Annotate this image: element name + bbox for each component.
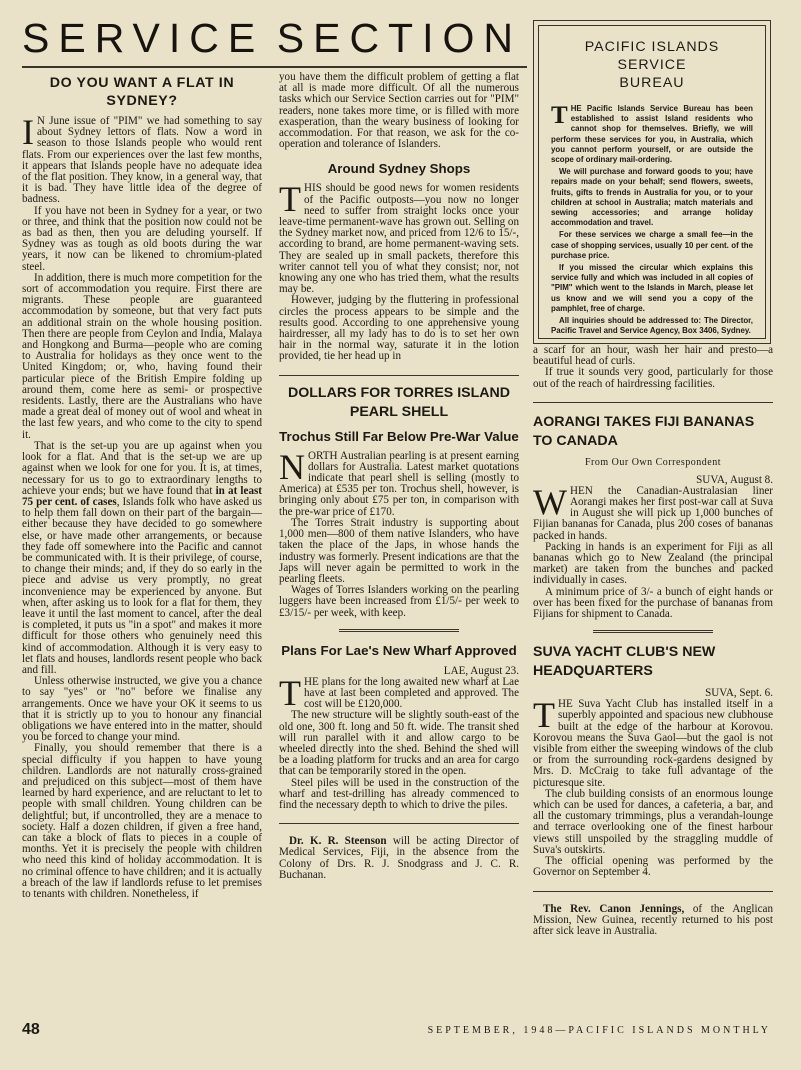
page-number: 48 [22, 1021, 40, 1038]
bureau-box [533, 20, 771, 344]
paragraph-text: HE Suva Yacht Club has installed itself in a superbly appointed and spacious new clubhouse built at the edge of the harbour at Korovou. Korovou means the Suva Gaol—but the gaol is not visible from either the sweeping windows of the club or from the surrounding rock-gardens designed by Mrs. D. McCraig to take full advantage of the picturesque site. [533, 698, 773, 789]
article-shops-continued [533, 345, 773, 390]
article-shops-body [279, 179, 519, 363]
column-1 [22, 72, 262, 900]
bureau-text [551, 104, 753, 336]
note-jennings [533, 904, 773, 938]
article-flat-continued [279, 72, 519, 150]
paragraph [279, 836, 519, 881]
subhead-torres: Trochus Still Far Below Pre-War Value [279, 428, 519, 444]
section-masthead [22, 12, 522, 64]
drop-cap: T [279, 672, 301, 713]
bureau-paragraph: All inquiries should be addressed to: The Director, Pacific Travel and Service Agency, Box 3406, Sydney. [551, 316, 753, 336]
paragraph [279, 179, 519, 296]
paragraph: The club building consists of an enormous lounge which can be used for dances, a cafeteria, a bar, and all the customary trimmings, plus a verandah-lounge and terrace overlooking one of the finest harbour views still unspoiled by the straggling muddle of Suva's outskirts. [533, 787, 773, 856]
section-divider [279, 823, 519, 824]
paragraph: Wages of Torres Islanders working on the pearling luggers have been increased from £1/5/- per week to £3/15/- per week, with keep. [279, 584, 519, 619]
section-divider [533, 402, 773, 403]
paragraph [22, 112, 262, 206]
masthead-rule [22, 66, 527, 68]
paragraph [279, 446, 519, 518]
paragraph [533, 481, 773, 542]
article-torres-body [279, 446, 519, 619]
headline-yacht: SUVA YACHT CLUB'S NEW HEADQUARTERS [533, 644, 716, 680]
person-name: The Rev. Canon Jennings, [543, 902, 685, 915]
paragraph [533, 904, 773, 938]
paragraph: Packing in hands is an experiment for Fiji as all bananas which go to New Zealand (the principal market) are taken from the bunches and packed individually in cases. [533, 540, 773, 587]
bureau-paragraph: If you missed the circular which explains this service fully and which was included in all copies of "PIM" which went to the Islands in March, please let us know and we will send you a copy of the pamphlet, free of charge. [551, 263, 753, 313]
section-divider [533, 891, 773, 892]
drop-cap: T [279, 179, 301, 220]
masthead-word-service: SERVICE [22, 14, 265, 61]
paragraph: The official opening was performed by the Governor on September 4. [533, 855, 773, 879]
paragraph-text: of the Anglican Mission, New Guinea, recently returned to his post after sick leave in Australia. [533, 902, 773, 937]
separator [339, 629, 459, 632]
headline-torres: DOLLARS FOR TORRES ISLAND PEARL SHELL [287, 384, 510, 420]
bureau-paragraph-text: HE Pacific Islands Service Bureau has been established to assist Island residents who cannot shop for themselves. Briefly, we will perform these services for you, in Australia, which you cannot perform yourself, or are outside the scope of ordinary mail-ordering. [551, 104, 753, 165]
paragraph [22, 441, 262, 676]
article-yacht-body [533, 695, 773, 879]
paragraph: If you have not been in Sydney for a year, or two or three, and think that the position now could not be as bad as then, then you are deluding yourself. If Sydney was as tough as old boots during the war years, it now can be likened to chromium-plated steel. [22, 204, 262, 273]
bureau-title-line1: PACIFIC ISLANDS SERVICE [584, 39, 720, 73]
column-3 [533, 345, 773, 937]
column-2 [279, 72, 519, 881]
paragraph: In addition, there is much more competition for the sort of accommodation you require. First there are migrants. These people are guaranteed accommodation by someone, but that very fact puts an additional strain on the whole housing position. Then there are people from Ceylon and India, Malaya and Hongkong and Burma—people who are coming to Australia for holidays as they once went to the United Kingdom; or, who, having found their particular piece of the British Empire folding up around them, come here as semi- or prospective residents. Lastly, there are the Australians who have made a great deal of money out of wool and wheat in the last few years, and who come to the city to spend it. [22, 271, 262, 441]
bureau-title-line2: BUREAU [619, 75, 685, 91]
dateline-aorangi: SUVA, August 8. [696, 473, 773, 486]
masthead-word-section: SECTION [276, 14, 522, 61]
paragraph-text: will be acting Director of Medical Services, Fiji, in the absence from the Colony of Drs. R. J. Snodgrass and J. C. R. Buchanan. [279, 835, 519, 881]
paragraph [279, 672, 519, 713]
section-divider [279, 375, 519, 376]
drop-cap: I [22, 112, 34, 152]
paragraph: The Torres Strait industry is supporting about 1,000 men—800 of them native Islanders, who have taken the place of the Japs, in whose hands the industry was formerly. Present indications are that the Japs will never again be permitted to work in the pearling fleets. [279, 516, 519, 585]
article-flat-body [22, 112, 262, 901]
separator [593, 630, 713, 633]
paragraph: A minimum price of 3/- a bunch of eight hands or over has been fixed for the purchase of bananas from Fijians for shipment to Canada. [533, 585, 773, 621]
paragraph: Finally, you should remember that there is a special difficulty if you happen to have young children. Landlords are not naturally cross-grained and prejudiced on this subject—most of them have learned by hard experience, and are reluctant to let to people with small children. Young children can be delightful; but, if uncontrolled, they are a menace to society. Half a dozen children, if given a free hand, can take a block of flats to pieces in a couple of months. Yet it is precisely the people with children who need this kind of holiday accommodation. It is no criminal offence to have children; and it is actually a breach of the law if landlords refuse to let premises to tenants with children. Nonetheless, if [22, 742, 262, 901]
drop-cap: W [533, 481, 567, 522]
dateline-wharf: LAE, August 23. [443, 664, 519, 677]
article-wharf-body [279, 672, 519, 811]
note-steenson [279, 836, 519, 881]
paragraph-text: HEN the Canadian-Australasian liner Aorangi makes her first post-war call at Suva in August she will pick up 1,000 bunches of Fijian bananas for Canada, plus 200 coses of bananas packed in hands. [533, 484, 773, 542]
headline-aorangi: AORANGI TAKES FIJI BANANAS TO CANADA [533, 413, 755, 449]
paragraph-text: HIS should be good news for women residents of the Pacific outposts—you now no longer need to suffer from straight locks once your leave-time permanent-wave has grown out. Selling on the Sydney market now, and priced from 12/6 to 15/-, according to brand, are home permanent-waving sets. They are sealed up in small packets, therefore this writer cannot tell you of what they consist; nor, not knowing any one who has tried them, what the results may be. [279, 182, 519, 296]
paragraph: If true it sounds very good, particularly for those out of the reach of hairdressing facilities. [533, 366, 773, 390]
headline-shops: Around Sydney Shops [327, 161, 471, 177]
bureau-paragraph: For these services we charge a small fee—in the case of shopping services, usually 10 per cent. of the purchase price. [551, 230, 753, 260]
paragraph: The new structure will be slightly south-east of the old one, 300 ft. long and 50 ft. wide. The transit shed will run parallel with it and allow cargo to be wheeled directly into the shed. Behind the shed will be a loading platform for trucks and an area for cargo that can be temporarily stored in the open. [279, 709, 519, 778]
paragraph-text: That is the set-up you are up against when you look for a flat. And that is the set-up we are up against when we look for one for you. It is, at times, necessary for us to go to extraordinary lengths to achieve your ends; but we have found that [22, 439, 262, 497]
byline: From Our Own Correspondent [584, 456, 722, 468]
bureau-inner-frame [538, 25, 766, 339]
paragraph: However, judging by the fluttering in professional circles the process appears to be simple and the results good. According to one apprehensive young hairdresser, all my lady has to do is to set her own hair in the normal way, saturate it in the lotion provided, tie her head up in [279, 294, 519, 363]
bureau-paragraph [551, 104, 753, 165]
paragraph-text: ORTH Australian pearling is at present earning dollars for Australia. Latest market quotations indicate that pearl shell is selling (mostly to America) at £535 per ton. Trochus shell, however, is bringing only about £75 per ton, in comparison with the pre-war price of £170. [279, 449, 519, 518]
drop-cap: T [533, 695, 555, 736]
bold-phrase: in at least 75 per cent. of cases [22, 484, 262, 508]
headline-flat: DO YOU WANT A FLAT IN SYDNEY? [49, 75, 235, 109]
paragraph-text: HE plans for the long awaited new wharf at Lae have at last been completed and approved. The cost will be £120,000. [304, 675, 519, 711]
drop-cap: N [279, 446, 305, 487]
paragraph-text: N June issue of "PIM" we had something to say about Sydney lettors of flats. Now a word in season to those Islands people who would rent flats. From our experiences over the last few months, it appears that Islands people have no adequate idea of the flat position. They know, in a general way, that it is bad. They have little idea of the degree of badness. [22, 115, 262, 206]
paragraph: Steel piles will be used in the construction of the wharf and test-drilling has already commenced to find the necessary depth to which to drive the piles. [279, 776, 519, 811]
paragraph-text: , Islands folk who have asked us to help them fall down on their part of the bargain—either because they have decided to go somewhere else, or have made other arrangements, or because they fade off somewhere into the Pacific and cannot be communicated with. It is their privilege, of course, to change their minds; and, if they do so early in the piece and advise us very promptly, no great inconvenience may be experienced by anyone. But when, after asking us to look for a flat for them, they leave it until the last moment to cancel, after the deal is completed, it puts us "in a spot" and makes it more difficult for those others who genuinely need this kind of accommodation. Although it is very easy to let flats and houses, landlords resent people who back and fill. [22, 495, 262, 676]
headline-wharf: Plans For Lae's New Wharf Approved [281, 642, 517, 658]
paragraph: a scarf for an hour, wash her hair and presto—a beautiful head of curls. [533, 344, 773, 368]
paragraph [533, 695, 773, 789]
person-name: Dr. K. R. Steenson [289, 835, 387, 848]
dateline-yacht: SUVA, Sept. 6. [705, 687, 773, 700]
footer-issue-line: SEPTEMBER, 1948—PACIFIC ISLANDS MONTHLY [427, 1025, 771, 1036]
bureau-paragraph: We will purchase and forward goods to you; have repairs made on your behalf; send flowers, sweets, fruits, gifts to frends in Australia for you, or to your children at school in Australia; match materials and sewing accessories; and arrange holiday accommodation and travel. [551, 167, 753, 228]
article-aorangi-body [533, 481, 773, 621]
bureau-title [551, 38, 753, 92]
paragraph: you have them the difficult problem of getting a flat at all is made more difficult. Of all the numerous tasks which our Service Section carries out for "PIM" readers, none takes more time, or is filled with more exasperation, than the weary business of looking for accommodation. For that reason, we ask for the co-operation and tolerance of Islanders. [279, 71, 519, 151]
paragraph: Unless otherwise instructed, we give you a chance to say "yes" or "no" before we finalise any arrangements. Once we have your OK it seems to us that it is strictly up to you to honour any financial obligations we have entered into in the matter, should you be forced to change your mind. [22, 675, 262, 744]
drop-cap: T [551, 102, 568, 129]
